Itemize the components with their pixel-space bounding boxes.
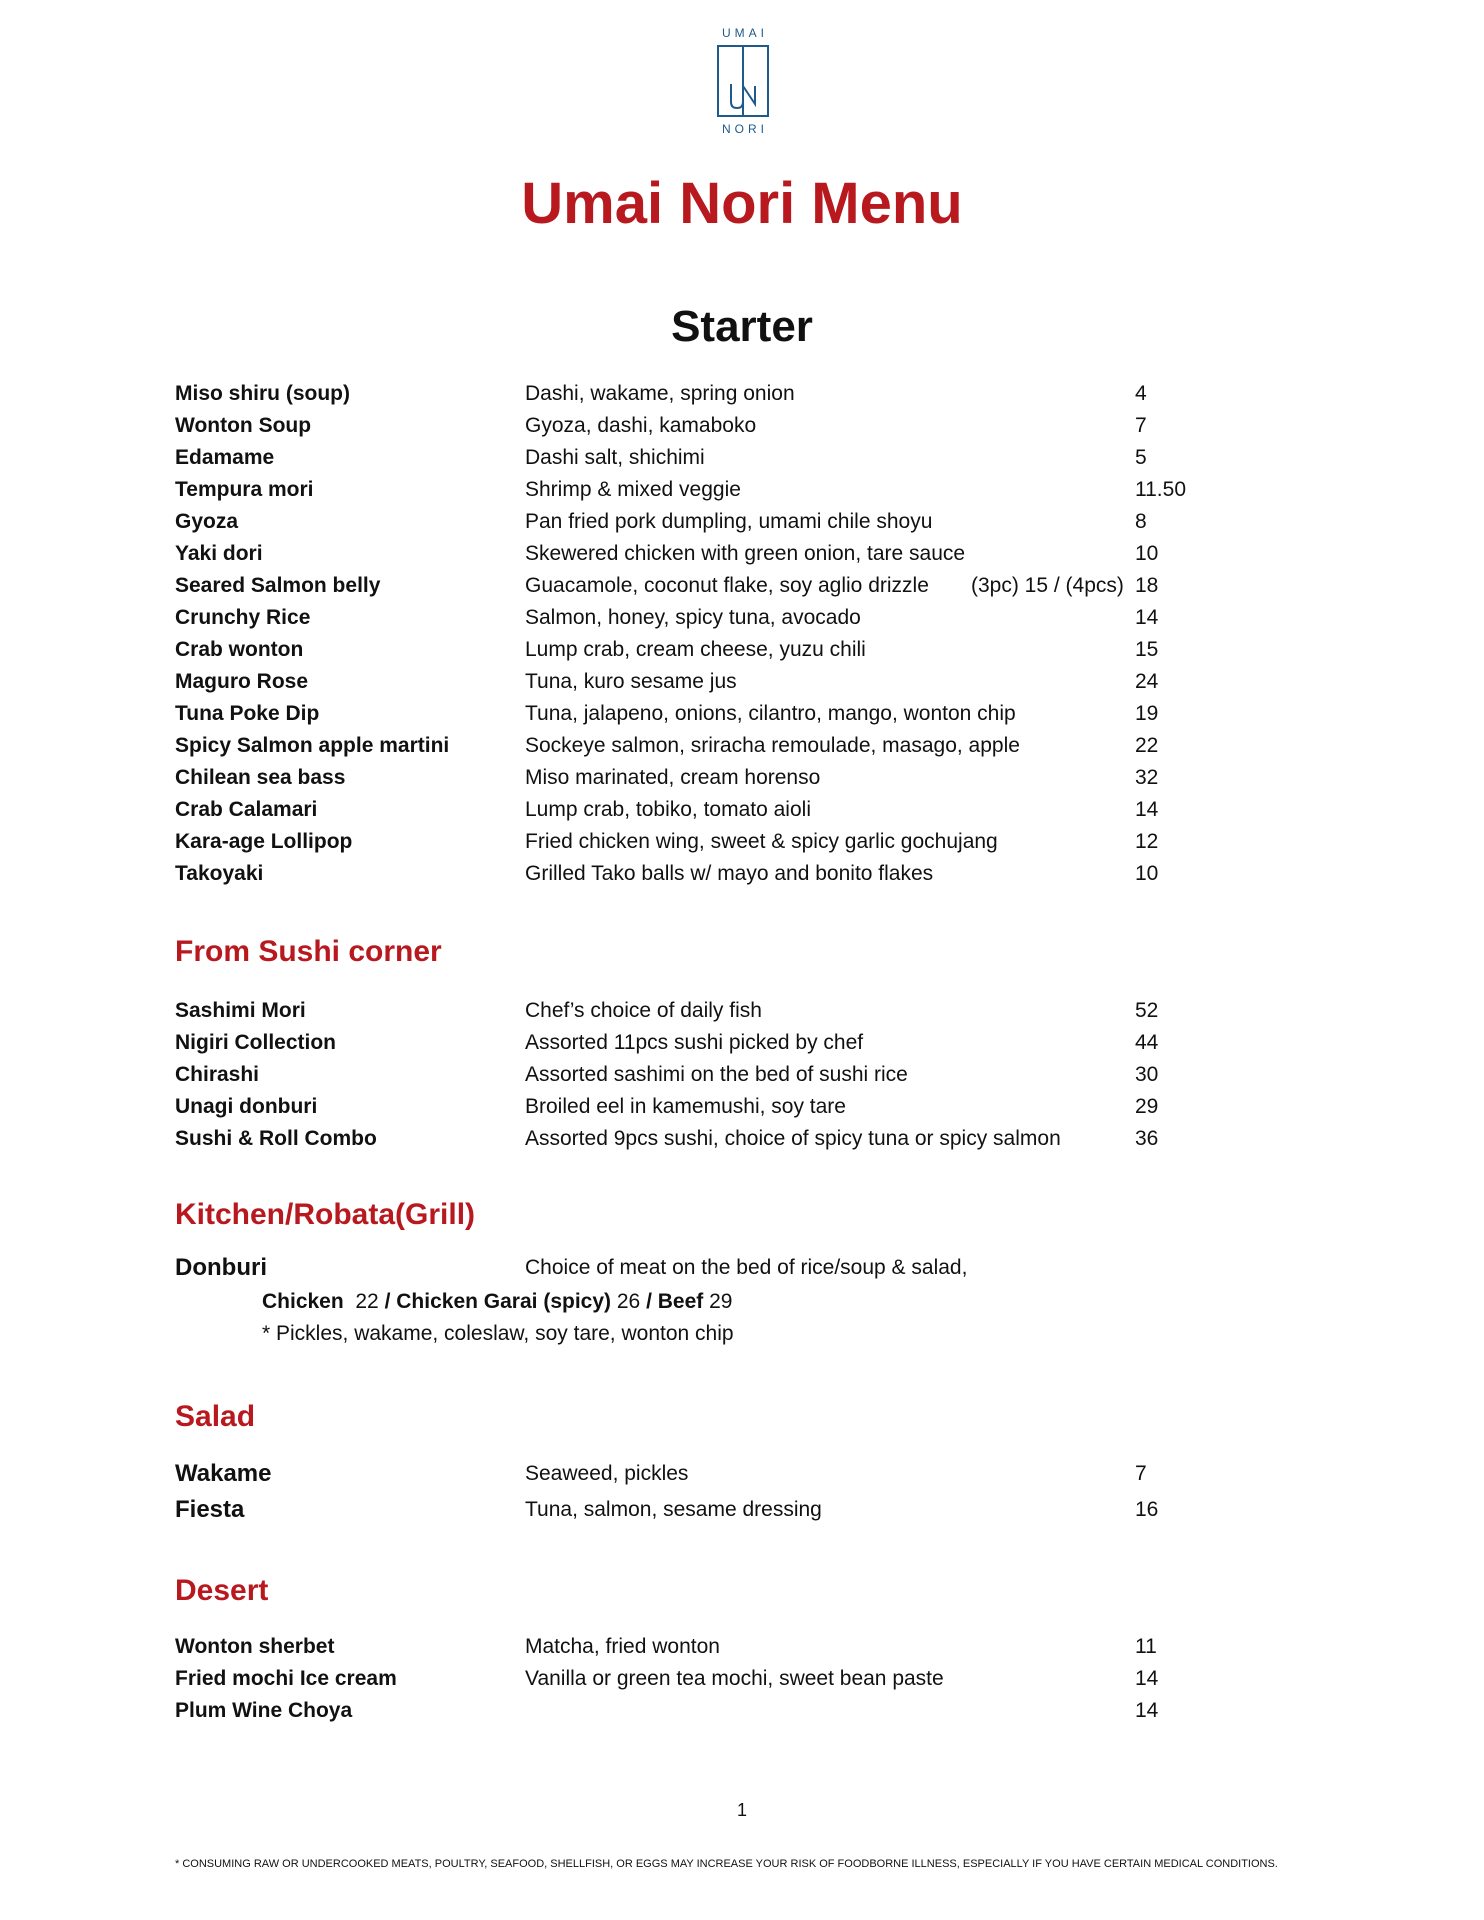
menu-item bbox=[175, 862, 1275, 894]
item-name: Spicy Salmon apple martini bbox=[175, 734, 450, 757]
item-description: Assorted 11pcs sushi picked by chef bbox=[525, 1031, 864, 1054]
item-price: 7 bbox=[1135, 1462, 1147, 1485]
item-description: Pan fried pork dumpling, umami chile shoyu bbox=[525, 510, 933, 533]
item-description: Assorted 9pcs sushi, choice of spicy tuna or spicy salmon bbox=[525, 1127, 1061, 1150]
item-price: 8 bbox=[1135, 510, 1147, 533]
item-name: Maguro Rose bbox=[175, 670, 309, 693]
item-name: Chilean sea bass bbox=[175, 766, 346, 789]
item-description: Lump crab, tobiko, tomato aioli bbox=[525, 798, 811, 821]
item-description: Choice of meat on the bed of rice/soup & salad, bbox=[525, 1256, 968, 1279]
item-name: Tuna Poke Dip bbox=[175, 702, 320, 725]
menu-item bbox=[175, 1095, 1275, 1127]
item-price: 14 bbox=[1135, 1699, 1159, 1722]
section-heading-desert: Desert bbox=[175, 1574, 269, 1607]
item-price: 11 bbox=[1135, 1635, 1157, 1658]
item-price: 4 bbox=[1135, 382, 1147, 405]
item-portion-options: (3pc) 15 / (4pcs) bbox=[971, 574, 1124, 597]
menu-item bbox=[175, 1635, 1275, 1667]
logo-top-word: UMAI bbox=[722, 26, 768, 40]
item-name: Donburi bbox=[175, 1254, 267, 1281]
item-description: Seaweed, pickles bbox=[525, 1462, 689, 1485]
item-price: 29 bbox=[1135, 1095, 1159, 1118]
menu-item bbox=[175, 1127, 1275, 1159]
menu-item bbox=[175, 1063, 1275, 1095]
item-price: 15 bbox=[1135, 638, 1159, 661]
menu-item bbox=[175, 1460, 1275, 1492]
item-name: Plum Wine Choya bbox=[175, 1699, 353, 1722]
menu-item bbox=[175, 606, 1275, 638]
logo-bottom-word: NORI bbox=[722, 122, 768, 136]
item-description: Sockeye salmon, sriracha remoulade, masago, apple bbox=[525, 734, 1020, 757]
menu-item bbox=[175, 446, 1275, 478]
item-description: Broiled eel in kamemushi, soy tare bbox=[525, 1095, 846, 1118]
item-price: 5 bbox=[1135, 446, 1147, 469]
menu-item bbox=[175, 734, 1275, 766]
menu-item bbox=[175, 638, 1275, 670]
item-name: Sushi & Roll Combo bbox=[175, 1127, 377, 1150]
item-price: 44 bbox=[1135, 1031, 1159, 1054]
item-description: Fried chicken wing, sweet & spicy garlic gochujang bbox=[525, 830, 998, 853]
donburi-options bbox=[262, 1290, 732, 1314]
item-description: Skewered chicken with green onion, tare sauce bbox=[525, 542, 966, 565]
item-price: 14 bbox=[1135, 1667, 1159, 1690]
item-price: 16 bbox=[1135, 1498, 1159, 1521]
menu-item bbox=[175, 1667, 1275, 1699]
item-description: Assorted sashimi on the bed of sushi rice bbox=[525, 1063, 908, 1086]
menu-item bbox=[175, 798, 1275, 830]
menu-item bbox=[175, 414, 1275, 446]
item-description: Miso marinated, cream horenso bbox=[525, 766, 821, 789]
menu-item bbox=[175, 1496, 1275, 1528]
menu-item bbox=[175, 1031, 1275, 1063]
option-chicken-name: Chicken bbox=[262, 1290, 344, 1313]
menu-item bbox=[175, 574, 1275, 606]
item-name: Miso shiru (soup) bbox=[175, 382, 350, 405]
umai-nori-logo bbox=[714, 26, 772, 136]
item-description: Shrimp & mixed veggie bbox=[525, 478, 741, 501]
section-heading-sushi: From Sushi corner bbox=[175, 935, 442, 968]
menu-item bbox=[175, 510, 1275, 542]
item-price: 36 bbox=[1135, 1127, 1159, 1150]
option-separator: / bbox=[646, 1290, 652, 1313]
item-name: Tempura mori bbox=[175, 478, 314, 501]
item-price: 14 bbox=[1135, 606, 1159, 629]
item-name: Crunchy Rice bbox=[175, 606, 311, 629]
item-description: Tuna, salmon, sesame dressing bbox=[525, 1498, 822, 1521]
option-beef-name: Beef bbox=[657, 1290, 704, 1313]
item-description: Vanilla or green tea mochi, sweet bean paste bbox=[525, 1667, 944, 1690]
option-separator: / bbox=[384, 1290, 391, 1313]
item-price: 14 bbox=[1135, 798, 1159, 821]
item-price: 10 bbox=[1135, 862, 1159, 885]
menu-item bbox=[175, 670, 1275, 702]
option-beef-price: 29 bbox=[709, 1290, 733, 1313]
item-name: Fiesta bbox=[175, 1496, 245, 1523]
menu-item bbox=[175, 830, 1275, 862]
menu-item bbox=[175, 999, 1275, 1031]
item-name: Crab Calamari bbox=[175, 798, 318, 821]
item-price: 7 bbox=[1135, 414, 1147, 437]
option-chicken-garai-price: 26 bbox=[616, 1290, 641, 1313]
item-name: Crab wonton bbox=[175, 638, 304, 661]
item-price: 32 bbox=[1135, 766, 1159, 789]
section-heading-starter: Starter bbox=[671, 302, 813, 351]
item-description: Dashi salt, shichimi bbox=[525, 446, 705, 469]
menu-item bbox=[175, 478, 1275, 510]
item-description: Matcha, fried wonton bbox=[525, 1635, 720, 1658]
food-safety-disclaimer: * CONSUMING RAW OR UNDERCOOKED MEATS, POULTRY, SEAFOOD, SHELLFISH, OR EGGS MAY INCREASE YOUR RISK OF FOODBORNE ILLNESS, ESPECIALLY IF YOU HAVE CERTAIN MEDICAL CONDITIONS. bbox=[175, 1858, 1278, 1870]
section-heading-salad: Salad bbox=[175, 1400, 256, 1433]
donburi-note: * Pickles, wakame, coleslaw, soy tare, wonton chip bbox=[262, 1322, 734, 1345]
item-description: Chef’s choice of daily fish bbox=[525, 999, 762, 1022]
item-name: Unagi donburi bbox=[175, 1095, 318, 1118]
item-price: 22 bbox=[1135, 734, 1159, 757]
item-name: Sashimi Mori bbox=[175, 999, 306, 1022]
item-description: Dashi, wakame, spring onion bbox=[525, 382, 795, 405]
option-chicken-garai-name: Chicken Garai (spicy) bbox=[396, 1290, 612, 1313]
item-name: Wonton Soup bbox=[175, 414, 312, 437]
item-name: Edamame bbox=[175, 446, 275, 469]
page-title: Umai Nori Menu bbox=[521, 171, 963, 236]
item-name: Seared Salmon belly bbox=[175, 574, 381, 597]
item-name: Wonton sherbet bbox=[175, 1635, 335, 1658]
item-description: Salmon, honey, spicy tuna, avocado bbox=[525, 606, 861, 629]
item-name: Chirashi bbox=[175, 1063, 260, 1086]
item-name: Nigiri Collection bbox=[175, 1031, 337, 1054]
menu-item bbox=[175, 382, 1275, 414]
item-name: Gyoza bbox=[175, 510, 239, 533]
item-price: 11.50 bbox=[1135, 478, 1186, 501]
item-price: 19 bbox=[1135, 702, 1159, 725]
menu-item-donburi bbox=[175, 1254, 1275, 1286]
item-name: Wakame bbox=[175, 1460, 272, 1487]
menu-item bbox=[175, 766, 1275, 798]
menu-item bbox=[175, 1699, 1275, 1731]
item-price: 10 bbox=[1135, 542, 1159, 565]
page-number: 1 bbox=[736, 1800, 747, 1820]
item-price: 12 bbox=[1135, 830, 1159, 853]
item-description: Grilled Tako balls w/ mayo and bonito flakes bbox=[525, 862, 934, 885]
item-price: 24 bbox=[1135, 670, 1159, 693]
item-name: Kara-age Lollipop bbox=[175, 830, 353, 853]
item-name: Fried mochi Ice cream bbox=[175, 1667, 397, 1690]
logo-monogram-icon bbox=[716, 44, 770, 118]
item-price: 52 bbox=[1135, 999, 1159, 1022]
item-price: 30 bbox=[1135, 1063, 1159, 1086]
item-description: Tuna, kuro sesame jus bbox=[525, 670, 737, 693]
item-price: 18 bbox=[1135, 574, 1159, 597]
option-chicken-price: 22 bbox=[355, 1290, 379, 1313]
item-description: Tuna, jalapeno, onions, cilantro, mango, wonton chip bbox=[525, 702, 1016, 725]
item-description: Lump crab, cream cheese, yuzu chili bbox=[525, 638, 866, 661]
menu-item bbox=[175, 702, 1275, 734]
item-description: Guacamole, coconut flake, soy aglio drizzle bbox=[525, 574, 929, 597]
item-name: Takoyaki bbox=[175, 862, 264, 885]
item-name: Yaki dori bbox=[175, 542, 263, 565]
item-description: Gyoza, dashi, kamaboko bbox=[525, 414, 757, 437]
menu-item bbox=[175, 542, 1275, 574]
section-heading-kitchen: Kitchen/Robata(Grill) bbox=[175, 1198, 476, 1231]
